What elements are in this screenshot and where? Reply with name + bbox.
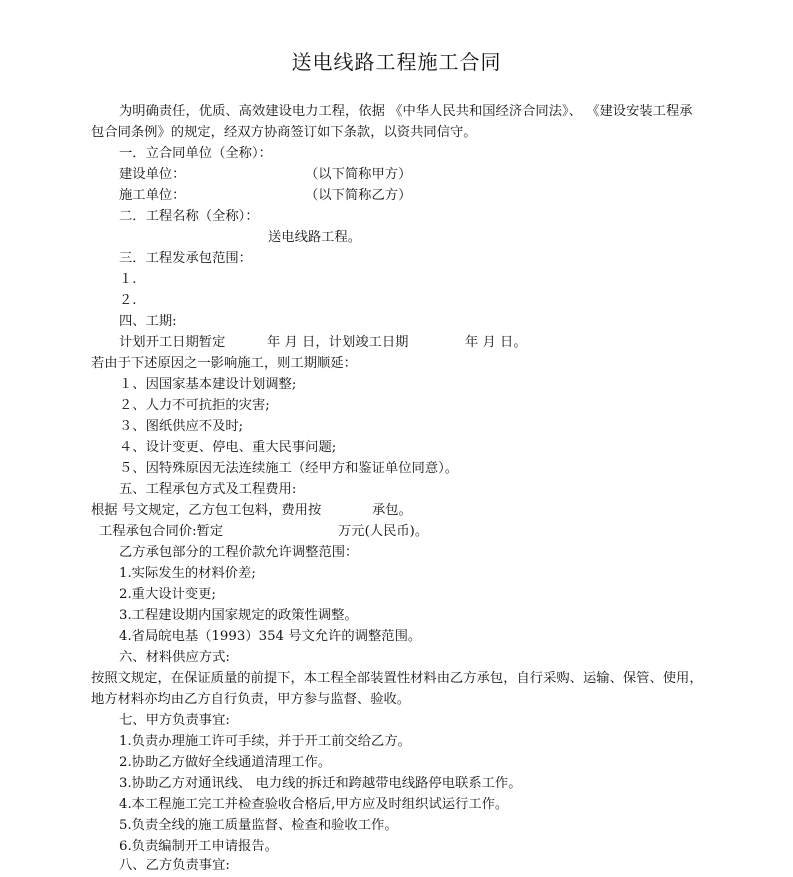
owner-duty-2: 2.协助乙方做好全线通道清理工作。: [119, 755, 332, 770]
delay-reason-4: ４、设计变更、停电、重大民事问题;: [119, 440, 337, 455]
contract-price: 工程承包合同价:暂定: [99, 524, 224, 539]
scope-item-1: １.: [119, 272, 137, 287]
material-text-1: 按照文规定，在保证质量的前提下，本工程全部装置性材料由乙方承包，自行采购、运输、保管、使用，: [91, 671, 703, 686]
scope-item-2: ２.: [119, 293, 137, 308]
price-adjust-3: 3.工程建设期内国家规定的政策性调整。: [119, 608, 358, 623]
delay-reason-1: １、因国家基本建设计划调整;: [119, 377, 297, 392]
delay-intro: 若由于下述原因之一影响施工，则工期顺延：: [91, 356, 357, 371]
section-4-heading: 四、工期:: [119, 314, 177, 329]
delay-reason-5: ５、因特殊原因无法连续施工（经甲方和鉴证单位同意）。: [119, 461, 459, 476]
builder-label: 建设单位：: [119, 167, 186, 182]
contract-title: 送电线路工程施工合同: [291, 50, 502, 74]
owner-duty-1: 1.负责办理施工许可手续，并于开工前交给乙方。: [119, 734, 411, 749]
price-adjust-4: 4.省局皖电基（1993）354 号文允许的调整范围。: [119, 629, 422, 644]
delay-reason-2: ２、人力不可抗拒的灾害;: [119, 398, 270, 413]
schedule-finish-date: 年 月 日。: [465, 335, 527, 350]
section-6-heading: 六、材料供应方式:: [119, 650, 230, 665]
section-2-heading: 二．工程名称（全称）：: [119, 209, 259, 224]
schedule-finish: 年 月 日，计划竣工日期: [267, 335, 409, 350]
owner-duty-6: 6.负责编制开工申请报告。: [119, 839, 278, 854]
section-7-heading: 七、甲方负责事宜:: [119, 713, 230, 728]
contractor-label: 施工单位：: [119, 188, 186, 203]
price-adjust-1: 1.实际发生的材料价差;: [119, 566, 256, 581]
contractor-note: （以下简称乙方）: [305, 188, 412, 203]
contract-basis-end: 承包。: [372, 503, 412, 518]
section-3-heading: 三．工程发承包范围：: [119, 251, 252, 266]
material-text-2: 地方材料亦均由乙方自行负责，甲方参与监督、验收。: [91, 692, 411, 707]
intro-line-1: 为明确责任，优质、高效建设电力工程，依据 《中华人民共和国经济合同法》、 《建设安装工程承: [119, 104, 693, 119]
section-1-heading: 一．立合同单位（全称）：: [119, 146, 272, 161]
price-adjust-heading: 乙方承包部分的工程价款允许调整范围：: [119, 545, 359, 560]
contract-basis: 根据 号文规定，乙方包工包料，费用按: [91, 503, 322, 518]
schedule-start: 计划开工日期暂定: [119, 335, 226, 350]
contract-price-amount: 万元(人民币)。: [338, 524, 429, 539]
owner-duty-4: 4.本工程施工完工并检查验收合格后,甲方应及时组织试运行工作。: [119, 797, 509, 812]
owner-duty-3: 3.协助乙方对通讯线、 电力线的拆迁和跨越带电线路停电联系工作。: [119, 776, 522, 791]
section-8-heading: 八、乙方负责事宜:: [119, 858, 230, 873]
section-5-heading: 五、工程承包方式及工程费用:: [119, 482, 297, 497]
price-adjust-2: 2.重大设计变更;: [119, 587, 216, 602]
delay-reason-3: ３、图纸供应不及时;: [119, 419, 244, 434]
project-name: 送电线路工程。: [268, 230, 362, 245]
owner-duty-5: 5.负责全线的施工质量监督、检查和验收工作。: [119, 818, 398, 833]
intro-line-2: 包合同条例》的规定，经双方协商签订如下条款，以资共同信守。: [91, 125, 477, 140]
builder-note: （以下简称甲方）: [305, 167, 412, 182]
